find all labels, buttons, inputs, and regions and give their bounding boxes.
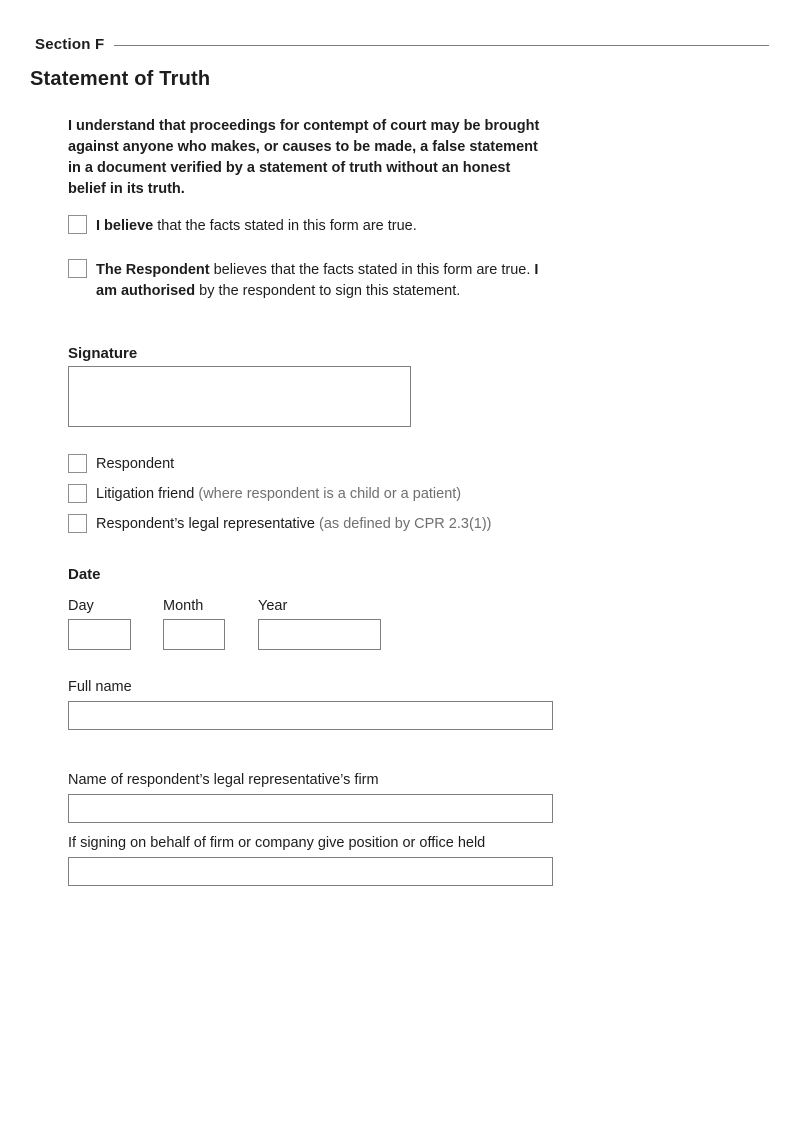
capacity-option-respondent — [68, 454, 555, 473]
contempt-of-court-warning: I understand that proceedings for contempt of court may be brought against anyone who makes, or causes to be made, a false statement in a document verified by a statement of truth without an honest belief in its truth. — [68, 118, 540, 197]
legal-representative-checkbox[interactable] — [68, 514, 87, 533]
respondent-believes-rest-text: believes that the facts stated in this form are true. — [209, 262, 535, 278]
day-input[interactable] — [68, 619, 131, 650]
full-name-field — [68, 679, 555, 730]
authorised-bold-text: I am authorised — [96, 262, 539, 299]
belief-option-self — [68, 213, 555, 237]
capacity-option-legal-representative — [68, 514, 555, 533]
i-believe-checkbox[interactable] — [68, 215, 87, 234]
year-input[interactable] — [258, 619, 381, 650]
i-believe-rest-text: that the facts stated in this form are true. — [153, 218, 417, 234]
litigation-friend-checkbox[interactable] — [68, 484, 87, 503]
date-year-field — [258, 598, 381, 650]
firm-name-input[interactable] — [68, 794, 553, 823]
signer-capacity-section — [68, 454, 555, 533]
page-title: Statement of Truth — [30, 68, 211, 90]
legal-representative-note: (as defined by CPR 2.3(1)) — [319, 515, 492, 532]
position-held-input[interactable] — [68, 857, 553, 886]
year-label: Year — [258, 598, 288, 614]
firm-name-field — [68, 772, 555, 823]
signature-box[interactable] — [68, 366, 411, 427]
respondent-believes-label — [96, 257, 555, 302]
respondent-label: Respondent — [96, 455, 175, 472]
section-label: Section F — [35, 36, 105, 53]
month-label: Month — [163, 598, 204, 614]
belief-option-respondent — [68, 257, 555, 302]
section-header — [35, 0, 769, 53]
litigation-friend-label — [96, 486, 461, 502]
respondent-believes-checkbox[interactable] — [68, 259, 87, 278]
full-name-label: Full name — [68, 679, 132, 695]
litigation-friend-note: (where respondent is a child or a patient) — [198, 485, 462, 502]
form-content — [68, 116, 555, 886]
date-fields-row — [68, 598, 555, 650]
position-held-label: If signing on behalf of firm or company give position or office held — [68, 835, 486, 851]
date-month-field — [163, 598, 225, 650]
signature-label: Signature — [68, 345, 138, 362]
litigation-friend-label-text: Litigation friend — [96, 485, 195, 502]
section-divider-line — [114, 45, 769, 46]
signature-section — [68, 345, 555, 427]
firm-name-label: Name of respondent’s legal representative’s firm — [68, 772, 379, 788]
month-input[interactable] — [163, 619, 225, 650]
position-held-field — [68, 835, 555, 886]
i-believe-label — [96, 213, 417, 237]
day-label: Day — [68, 598, 94, 614]
date-section — [68, 566, 555, 650]
date-label: Date — [68, 566, 101, 583]
date-day-field — [68, 598, 131, 650]
full-name-input[interactable] — [68, 701, 553, 730]
respondent-checkbox[interactable] — [68, 454, 87, 473]
respondent-believes-bold-text: The Respondent — [96, 262, 210, 278]
i-believe-bold-text: I believe — [96, 218, 154, 234]
capacity-option-litigation-friend — [68, 484, 555, 503]
legal-representative-label-text: Respondent’s legal representative — [96, 515, 315, 532]
authorised-rest-text: by the respondent to sign this statement. — [195, 283, 461, 299]
legal-representative-label — [96, 516, 492, 532]
